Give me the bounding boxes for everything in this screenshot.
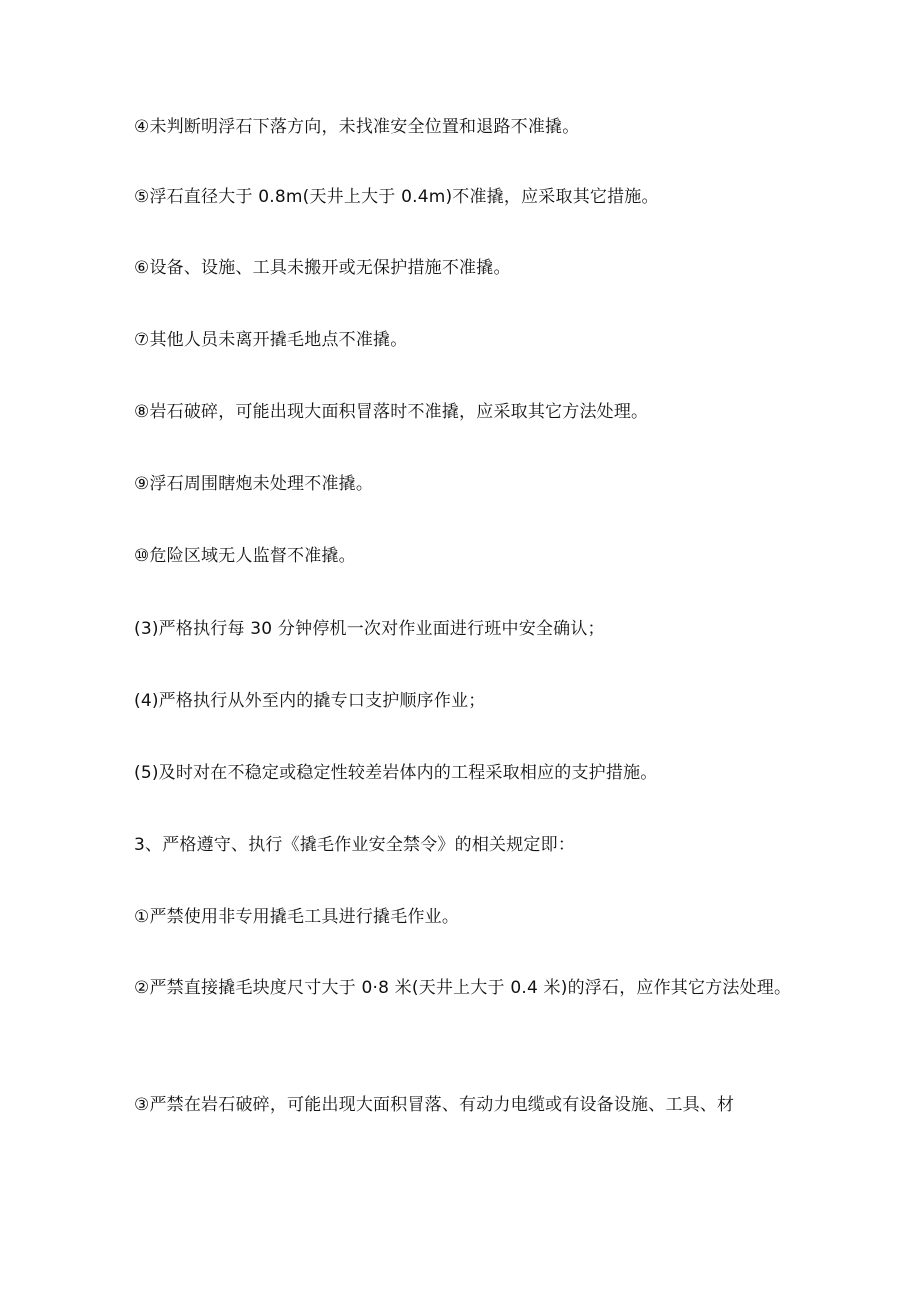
text-line-item-4: (4)严格执行从外至内的撬专口支护顺序作业；: [134, 691, 486, 711]
text-line-ban-3: ③严禁在岩石破碎，可能出现大面积冒落、有动力电缆或有设备设施、工具、材: [134, 1095, 735, 1115]
text-line-item-5: (5)及时对在不稳定或稳定性较差岩体内的工程采取相应的支护措施。: [134, 763, 658, 783]
text-line-ban-2: ②严禁直接撬毛块度尺寸大于 0·8 米(天井上大于 0.4 米)的浮石，应作其它方法处理。: [134, 978, 792, 998]
text-line-item-3: (3)严格执行每 30 分钟停机一次对作业面进行班中安全确认；: [134, 619, 605, 639]
text-line-rule-10: ⑩危险区域无人监督不准撬。: [134, 546, 356, 566]
text-line-rule-6: ⑥设备、设施、工具未搬开或无保护措施不准撬。: [134, 258, 511, 278]
text-line-rule-5: ⑤浮石直径大于 0.8m(天井上大于 0.4m)不准撬，应采取其它措施。: [134, 187, 659, 207]
text-line-ban-1: ①严禁使用非专用撬毛工具进行撬毛作业。: [134, 907, 460, 927]
text-line-rule-7: ⑦其他人员未离开撬毛地点不准撬。: [134, 330, 408, 350]
text-line-rule-8: ⑧岩石破碎，可能出现大面积冒落时不准撬，应采取其它方法处理。: [134, 402, 649, 422]
text-line-rule-9: ⑨浮石周围瞎炮未处理不准撬。: [134, 474, 374, 494]
section-heading-3: 3、严格遵守、执行《撬毛作业安全禁令》的相关规定即：: [134, 835, 576, 855]
text-line-rule-4: ④未判断明浮石下落方向，未找准安全位置和退路不准撬。: [134, 117, 580, 137]
